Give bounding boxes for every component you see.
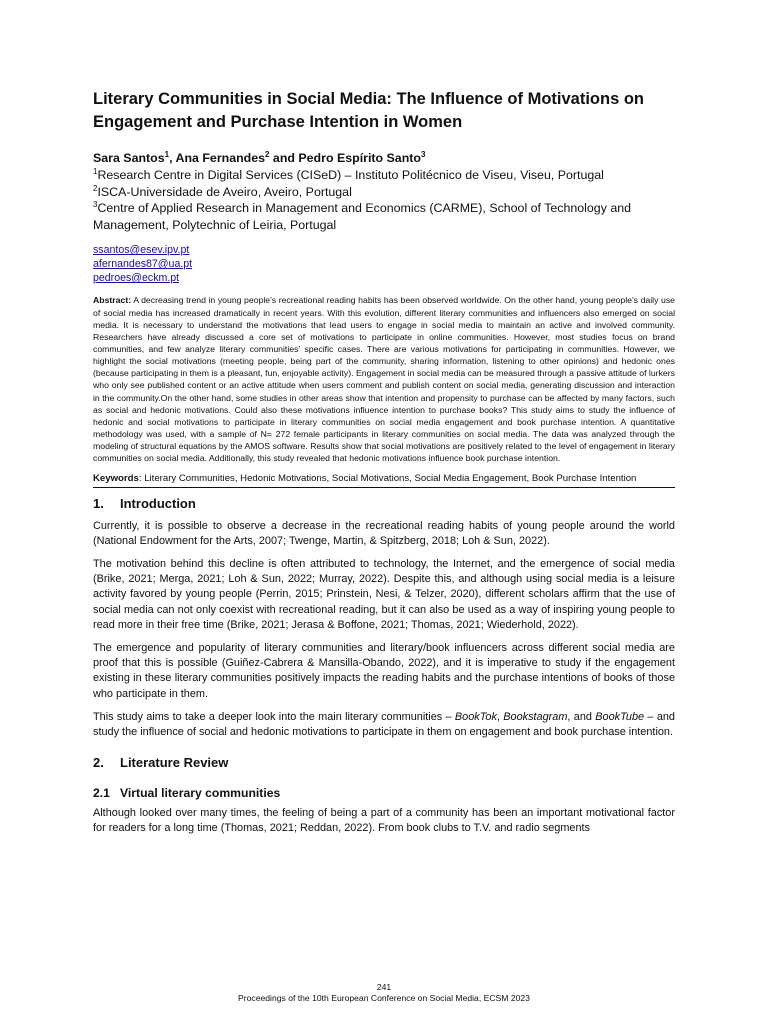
paragraph-text: , [496,710,504,723]
email-link[interactable]: afernandes87@ua.pt [93,258,193,271]
section-title: Literature Review [120,755,229,771]
paragraph: The emergence and popularity of literary communities and literary/book influencers across different social media are proof that this is possible (Guiñez-Cabrera & Mansilla-Obando, 2022), and it is imperative to study if the engagement existing in these literary communities positively impacts the reading habits and the purchase intentions of books of those who participate in them. [93,641,675,700]
author-separator: , [169,151,176,165]
author-list [93,150,675,167]
paragraph [93,710,675,740]
paragraph-text: – and study the influence of social and hedonic motivations to participate in them on engagement and book purchase intention. [93,710,675,738]
section-number: 1. [93,495,104,511]
affiliation-mark: 1 [93,167,98,176]
paper-title: Literary Communities in Social Media: The Influence of Motivations on Engagement and Purchase Intention in Women [93,90,644,131]
affiliation [93,167,675,184]
paragraph-text: This study aims to take a deeper look into the main literary communities – [93,710,455,723]
keywords [93,472,675,488]
author-separator: and [269,151,299,165]
keywords-label: Keywords [93,472,139,484]
email-link[interactable]: ssantos@esev.ipv.pt [93,244,190,257]
author-affiliation-mark: 1 [164,150,170,159]
paragraph: Currently, it is possible to observe a decrease in the recreational reading habits of young people around the world (National Endowment for the Arts, 2007; Twenge, Martin, & Spitzberg, 2018; Loh & Sun, 2022). [93,519,675,547]
email-list [93,243,675,285]
subsection-number: 2.1 [93,786,110,801]
author-name: Ana Fernandes [175,151,266,165]
community-name: BookTok [454,710,497,723]
page-number: 241 [376,982,392,992]
email-link[interactable]: pedroes@eckm.pt [93,272,180,285]
affiliation-text: Research Centre in Digital Services (CISeD) – Instituto Politécnico de Viseu, Viseu, Portugal [97,168,604,182]
section-heading-introduction [93,495,675,513]
paper-page [93,88,675,837]
section-number: 2. [93,755,104,771]
community-name: BookTube [595,710,645,723]
subsection-heading [93,785,675,802]
abstract-text: A decreasing trend in young people's recreational reading habits has been observed worldwide. On the other hand, young people's daily use of social media has increased dramatically in recent years. With this evolution, different literary communities and influencers also emerged on social media. It is necessary to understand the motivations that lead users to engage in social media to maintain an active and involved community. Researchers have already discussed a core set of motivations to participate in online communities. However, most studies focus on brand communities, and few analyze literary communities' specific cases. There are various motivations for participating in communities. However, we highlight the social motivations (meeting people, being part of the community, sharing information, listening to other opinions) and hedonic ones (because participating in them is a pleasant, fun, enjoyable activity). Engagement in social media can be measured through a passive attitude of lurkers who only see published content or an active attitude when users comment and publish content on social media, generating discussion and interaction in the community.On the other hand, some studies in other areas show that intention and propensity to purchase can be affected by many factors, such as social and hedonic motivations. Could also these motivations influence intention to purchase books? This study aims to study the influence of hedonic and social motivations to participate in literary communities on social media engagement and book purchase intention. A quantitative methodology was used, with a sample of N= 272 female participants in literary communities on social media. The data was analyzed through the modeling of structural equations by the AMOS software. Results show that social motivations are positively related to the level of engagement in literary communities on social media. Additionally, this study revealed that hedonic motivations influence book purchase intention. [93,295,675,464]
abstract [93,294,675,464]
section-heading-literature-review [93,754,675,772]
author-name: Sara Santos [93,151,165,165]
author-name: Pedro Espírito Santo [298,151,421,165]
paragraph: The motivation behind this decline is often attributed to technology, the Internet, and the emergence of social media (Brike, 2021; Merga, 2021; Loh & Sun, 2022; Murray, 2022). Despite this, and although using social media is a leisure activity favored by young people (Perrin, 2015; Prinstein, Nesi, & Telzer, 2020), different scholars affirm that the use of social media can not only coexist with recreational reading, but it can also be used as a way of inspiring young people to read more in their free time (Brike, 2021; Jerasa & Boffone, 2021; Thomas, 2021; Wiederhold, 2022). [93,557,675,631]
author-affiliation-mark: 2 [265,150,270,159]
affiliation-mark: 2 [93,183,98,193]
affiliation-mark: 3 [93,200,98,210]
section-title: Introduction [120,495,196,511]
affiliation [93,200,675,233]
paragraph: Although looked over many times, the feeling of being a part of a community has been an important motivational factor for readers for a long time (Thomas, 2021; Reddan, 2022). From book clubs to T.V. and radio segments [93,807,675,835]
keywords-text: : Literary Communities, Hedonic Motivations, Social Motivations, Social Media Engagement, Book Purchase Intention [138,472,637,484]
affiliation-text: ISCA-Universidade de Aveiro, Aveiro, Portugal [97,184,352,199]
affiliation [93,184,675,201]
abstract-label: Abstract: [93,295,132,306]
affiliation-text: Centre of Applied Research in Management and Economics (CARME), School of Technology and Management, Polytechnic of Leiria, Portugal [93,201,631,232]
community-name: Bookstagram [503,710,568,723]
author-affiliation-mark: 3 [420,150,426,159]
paragraph-text: , and [567,710,596,723]
footer-proceedings: Proceedings of the 10th European Conference on Social Media, ECSM 2023 [238,993,530,1003]
subsection-title: Virtual literary communities [120,786,281,801]
